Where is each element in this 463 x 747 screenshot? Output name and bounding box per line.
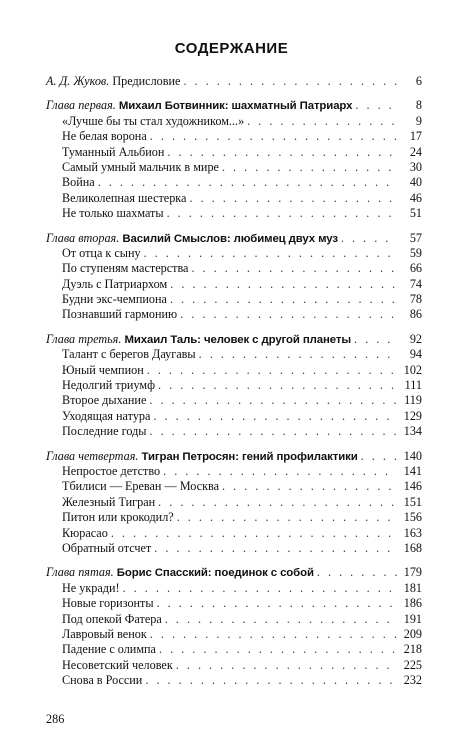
leader-dots [170,277,397,292]
leader-dots [317,565,397,580]
page-number: 129 [403,408,422,423]
page-number: 146 [403,479,422,494]
toc-entry [46,378,422,393]
page-number: 102 [403,362,422,377]
leader-dots [98,175,397,190]
page-number: 59 [409,245,422,260]
entry-title: Уходящая натура [62,408,151,423]
page-number: 179 [403,565,422,580]
page-number: 134 [403,424,422,439]
page-number: 168 [403,540,422,555]
page-number: 141 [403,463,422,478]
chapter-list [46,89,422,688]
entry-title: Лавровый венок [62,626,147,641]
entry-title: «Лучше бы ты стал художником...» [62,113,245,128]
entry-title: Дуэль с Патриархом [62,276,168,291]
entry-title: Второе дыхание [62,393,147,408]
leader-dots [180,307,397,322]
entry-title: Железный Тигран [62,494,156,509]
preface-author: А. Д. Жуков. [46,74,110,88]
leader-dots [247,114,397,129]
entry-title: По ступеням мастерства [62,261,189,276]
entry-title: Снова в России [62,673,143,688]
entry-title: Под опекой Фатера [62,611,162,626]
section-spacer [46,323,422,332]
toc-entry [46,596,422,611]
entry-title: Недолгий триумф [62,378,155,393]
page-number: 57 [409,230,422,245]
entry-title: Непростое детство [62,463,161,478]
entry-title: Туманный Альбион [62,144,165,159]
entry-title: Несоветский человек [62,657,173,672]
entry-title: Великолепная шестерка [62,190,187,205]
entry-title: Падение с олимпа [62,642,156,657]
page-title: СОДЕРЖАНИЕ [174,40,289,57]
chapter-number: Глава вторая. [46,230,120,245]
page-number: 218 [403,642,422,657]
toc-entry [46,409,422,424]
chapter-number: Глава третья. [46,331,122,346]
entry-title: От отца к сыну [62,245,141,260]
page-number: 94 [409,347,422,362]
toc-entry [46,175,422,190]
leader-dots [159,642,397,657]
entry-title: Война [62,175,95,190]
preface-label: Предисловие [109,74,181,88]
page-number: 86 [409,307,422,322]
toc-entry [46,673,422,688]
entry-title: Самый умный мальчик в мире [62,159,219,174]
toc-entry [46,292,422,307]
leader-dots [176,658,397,673]
toc-entry [46,307,422,322]
section-spacer [46,556,422,565]
toc-entry [46,363,422,378]
page-number: 151 [403,494,422,509]
toc-entry [46,510,422,525]
leader-dots [111,526,397,541]
entry-title: Тбилиси — Ереван — Москва [62,479,220,494]
toc-chapter-heading [46,231,422,246]
leader-dots [147,363,397,378]
chapter-title: Михаил Таль: человек с другой планеты [121,333,351,346]
page-number: 74 [409,276,422,291]
leader-dots [153,409,397,424]
leader-dots [150,627,397,642]
page-number: 181 [403,580,422,595]
leader-dots [165,612,397,627]
page-number: 9 [415,113,422,128]
page-number: 209 [403,626,422,641]
chapter-number: Глава четвертая. [46,448,139,463]
leader-dots [154,541,397,556]
page-number: 186 [403,596,422,611]
page-number: 156 [403,510,422,525]
toc-entry [46,145,422,160]
toc-entry [46,464,422,479]
page-number: 66 [409,261,422,276]
leader-dots [150,129,397,144]
folio-page-number: 286 [46,712,65,726]
toc-entry [46,206,422,221]
leader-dots [191,261,397,276]
leader-dots [361,449,397,464]
section-spacer [46,440,422,449]
toc-entry [46,479,422,494]
chapter-number: Глава пятая. [46,565,114,580]
toc-entry [46,114,422,129]
leader-dots [158,495,397,510]
entry-title: Не укради! [62,580,120,595]
page-number: 46 [409,190,422,205]
toc-entry [46,526,422,541]
page-number: 225 [403,657,422,672]
entry-title: Новые горизонты [62,596,154,611]
toc-entry-preface [46,74,422,89]
page-number: 24 [409,144,422,159]
section-spacer [46,89,422,98]
chapter-title: Тигран Петросян: гений профилактики [138,450,358,463]
page-number: 40 [409,175,422,190]
entry-title: Последние годы [62,424,147,439]
leader-dots [145,673,397,688]
toc-entry [46,581,422,596]
leader-dots [355,98,397,113]
entry-title: Талант с берегов Даугавы [62,347,196,362]
entry-title: Познавший гармонию [62,307,178,322]
leader-dots [354,332,397,347]
leader-dots [144,246,397,261]
toc-entry [46,347,422,362]
entry-title: Обратный отсчет [62,540,152,555]
page-number: 111 [404,378,422,393]
toc-entry [46,627,422,642]
toc-entry [46,129,422,144]
page-number: 119 [404,393,422,408]
page-number: 6 [415,74,422,88]
page-number: 191 [403,611,422,626]
page-number: 51 [409,206,422,221]
section-spacer [46,222,422,231]
page-number: 92 [409,331,422,346]
entry-title: Не только шахматы [62,206,164,221]
page-number: 163 [403,525,422,540]
leader-dots [189,191,397,206]
toc-entry [46,393,422,408]
leader-dots [222,479,397,494]
leader-dots [222,160,397,175]
leader-dots [167,145,397,160]
toc-entry [46,612,422,627]
page-number: 78 [409,292,422,307]
entry-title: Юный чемпион [62,362,144,377]
page-number: 232 [403,673,422,688]
page-number: 17 [409,129,422,144]
leader-dots [183,74,397,89]
entry-title: Будни экс-чемпиона [62,292,167,307]
toc-entry [46,424,422,439]
leader-dots [158,378,397,393]
chapter-title: Михаил Ботвинник: шахматный Патриарх [115,100,353,113]
toc-entry [46,642,422,657]
leader-dots [149,393,397,408]
leader-dots [149,424,397,439]
toc-chapter-heading [46,332,422,347]
leader-dots [163,464,397,479]
toc-chapter-heading [46,98,422,113]
toc-entry [46,261,422,276]
leader-dots [157,596,397,611]
page-number: 8 [415,98,422,113]
toc-entry [46,658,422,673]
entry-title: Кюрасао [62,525,108,540]
toc-entry [46,246,422,261]
entry-title: Не белая ворона [62,129,147,144]
leader-dots [170,292,397,307]
page-number: 30 [409,159,422,174]
table-of-contents [46,74,422,688]
entry-title: Питон или крокодил? [62,510,174,525]
leader-dots [177,510,397,525]
chapter-title: Василий Смыслов: любимец двух муз [119,232,338,245]
chapter-title: Борис Спасский: поединок с собой [113,567,314,580]
toc-entry [46,495,422,510]
toc-chapter-heading [46,449,422,464]
leader-dots [123,581,397,596]
toc-entry [46,191,422,206]
toc-entry [46,277,422,292]
leader-dots [199,347,397,362]
leader-dots [167,206,397,221]
chapter-number: Глава первая. [46,98,116,113]
toc-entry [46,541,422,556]
leader-dots [341,231,397,246]
page-number: 140 [403,448,422,463]
toc-chapter-heading [46,565,422,580]
toc-entry [46,160,422,175]
